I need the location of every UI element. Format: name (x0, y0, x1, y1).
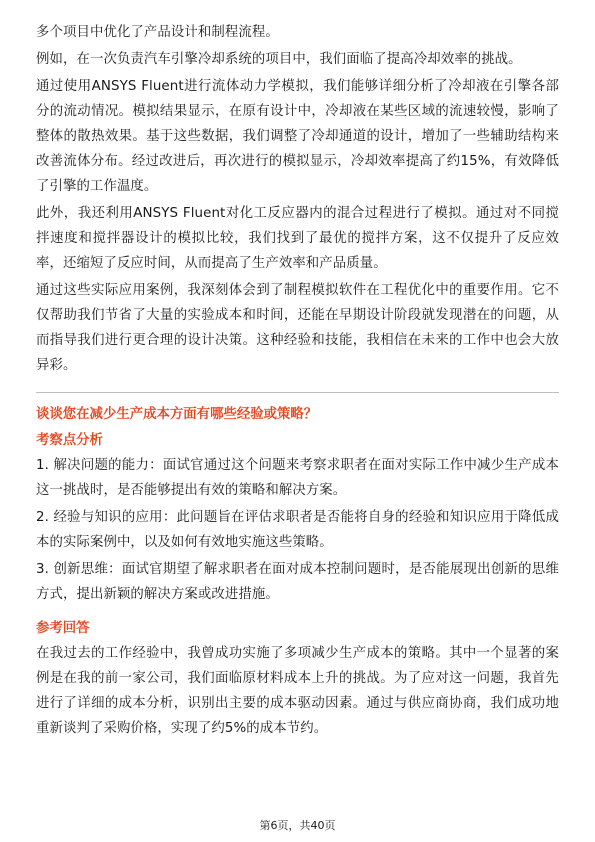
body-paragraph: 通过使用ANSYS Fluent进行流体动力学模拟，我们能够详细分析了冷却液在引擎各部分的流动情况。模拟结果显示，在原有设计中，冷却液在某些区域的流速较慢，影响了整体的散热效果。基于这些数据，我们调整了冷却通道的设计，增加了一些辅助结构来改善流体分布。经过改进后，再次进行的模拟显示，冷却效率提高了约15%，有效降低了引擎的工作温度。 (36, 79, 559, 194)
analysis-item: 1. 解决问题的能力：面试官通过这个问题来考察求职者在面对实际工作中减少生产成本这一挑战时，是否能够提出有效的策略和解决方案。 (36, 458, 559, 498)
question-title: 谈谈您在减少生产成本方面有哪些经验或策略？ (36, 407, 318, 422)
analysis-item: 2. 经验与知识的应用：此问题旨在评估求职者是否能将自身的经验和知识应用于降低成本的实际案例中，以及如何有效地实施这些策略。 (36, 510, 559, 550)
body-paragraph: 通过这些实际应用案例，我深刻体会到了制程模拟软件在工程优化中的重要作用。它不仅帮助我们节省了大量的实验成本和时间，还能在早期设计阶段就发现潜在的问题，从而指导我们进行更合理的设计决策。这种经验和技能，我相信在未来的工作中也会大放异彩。 (36, 283, 559, 373)
section-divider (36, 392, 559, 393)
page-number-footer: 第6页，共40页 (259, 819, 336, 832)
answer-heading: 参考回答 (36, 621, 90, 636)
answer-paragraph: 在我过去的工作经验中，我曾成功实施了多项减少生产成本的策略。其中一个显著的案例是在我的前一家公司，我们面临原材料成本上升的挑战。为了应对这一问题，我首先进行了详细的成本分析，识别出主要的成本驱动因素。通过与供应商协商，我们成功地重新谈判了采购价格，实现了约5%的成本节约。 (36, 646, 559, 736)
analysis-heading: 考察点分析 (36, 433, 103, 448)
analysis-item: 3. 创新思维：面试官期望了解求职者在面对成本控制问题时，是否能展现出创新的思维方式，提出新颖的解决方案或改进措施。 (36, 562, 559, 602)
body-paragraph: 例如，在一次负责汽车引擎冷却系统的项目中，我们面临了提高冷却效率的挑战。 (36, 52, 522, 67)
page-content (36, 20, 559, 743)
body-paragraph: 多个项目中优化了产品设计和制程流程。 (36, 25, 279, 40)
body-paragraph: 此外，我还利用ANSYS Fluent对化工反应器内的混合过程进行了模拟。通过对不同搅拌速度和搅拌器设计的模拟比较，我们找到了最优的搅拌方案，这不仅提升了反应效率，还缩短了反应时间，从而提高了生产效率和产品质量。 (36, 206, 559, 271)
